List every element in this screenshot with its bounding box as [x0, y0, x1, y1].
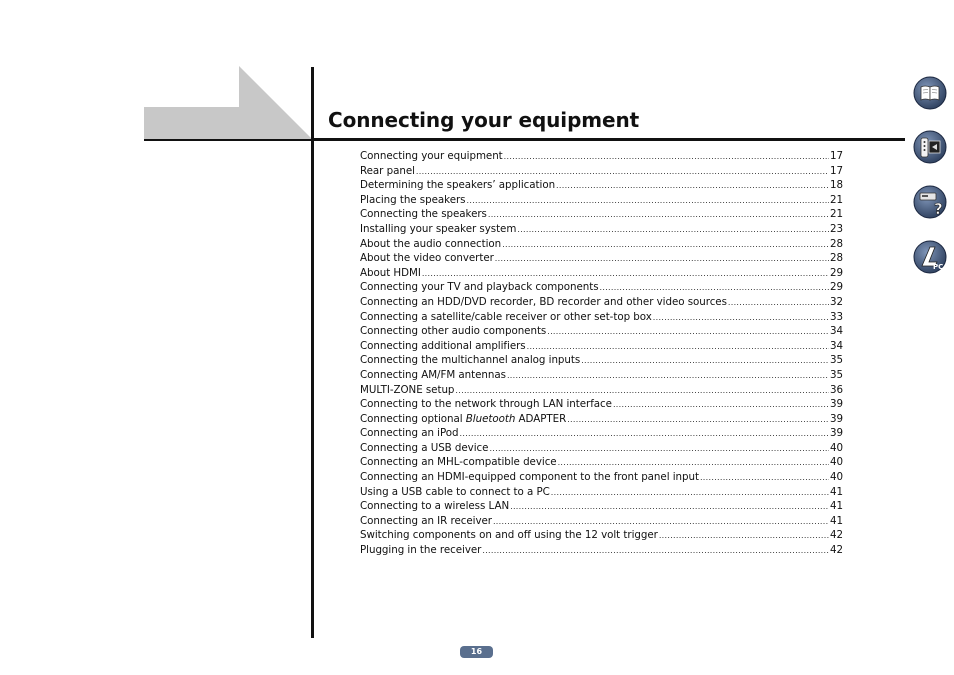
toc-entry-label[interactable]: Connecting an MHL-compatible device: [360, 456, 557, 469]
page-number-badge: 16: [460, 646, 493, 658]
toc-entry-label[interactable]: Connecting a USB device: [360, 441, 489, 454]
toc-entry[interactable]: [360, 543, 843, 558]
toc-leader-dots: [416, 165, 829, 180]
toc-entry-page[interactable]: 42: [829, 544, 843, 557]
toc-leader-dots: [600, 281, 829, 296]
toc-entry-page[interactable]: 28: [829, 237, 843, 250]
toc-entry-label[interactable]: Switching components on and off using the 12 volt trigger: [360, 529, 658, 542]
pioneer-logo-icon[interactable]: [913, 240, 947, 274]
toc-entry[interactable]: [360, 280, 843, 295]
toc-leader-dots: [558, 456, 829, 471]
toc-entry-page[interactable]: 21: [829, 193, 843, 206]
svg-text:?: ?: [934, 200, 943, 218]
toc-entry[interactable]: [360, 514, 843, 529]
toc-entry-page[interactable]: 35: [829, 368, 843, 381]
toc-leader-dots: [700, 471, 829, 486]
faq-receiver-icon[interactable]: [913, 185, 947, 219]
toc-entry[interactable]: [360, 499, 843, 514]
toc-entry-label[interactable]: Rear panel: [360, 164, 415, 177]
toc-entry-label[interactable]: Installing your speaker system: [360, 222, 517, 235]
toc-leader-dots: [527, 340, 829, 355]
toc-entry-label[interactable]: Connecting the speakers: [360, 208, 487, 221]
toc-leader-dots: [728, 296, 829, 311]
toc-entry[interactable]: [360, 222, 843, 237]
toc-leader-dots: [510, 500, 829, 515]
toc-entry-page[interactable]: 23: [829, 222, 843, 235]
toc-entry[interactable]: [360, 164, 843, 179]
toc-entry-page[interactable]: 36: [829, 383, 843, 396]
toc-leader-dots: [455, 384, 829, 399]
toc-entry-page[interactable]: 39: [829, 398, 843, 411]
toc-entry-page[interactable]: 28: [829, 252, 843, 265]
toc-entry[interactable]: [360, 149, 843, 164]
toc-entry[interactable]: [360, 295, 843, 310]
toc-entry-label[interactable]: Connecting to the network through LAN interface: [360, 398, 612, 411]
toc-leader-dots: [502, 238, 829, 253]
toc-leader-dots: [495, 252, 829, 267]
toc-leader-dots: [493, 515, 829, 530]
book-icon[interactable]: [913, 76, 947, 110]
toc-entry[interactable]: [360, 207, 843, 222]
toc-entry-page[interactable]: 34: [829, 339, 843, 352]
toc-leader-dots: [466, 194, 829, 209]
horizontal-rule-left: [144, 139, 312, 141]
toc-leader-dots: [504, 150, 829, 165]
vertical-rule: [311, 67, 314, 638]
toc-leader-dots: [613, 398, 829, 413]
toc-entry[interactable]: [360, 353, 843, 368]
toc-entry-page[interactable]: 40: [829, 456, 843, 469]
page-title: Connecting your equipment: [328, 108, 640, 132]
toc-entry-page[interactable]: 41: [829, 514, 843, 527]
toc-leader-dots: [547, 325, 829, 340]
toc-entry-page[interactable]: 42: [829, 529, 843, 542]
toc-entry-label[interactable]: Connecting a satellite/cable receiver or other set-top box: [360, 310, 652, 323]
toc-entry-page[interactable]: 29: [829, 266, 843, 279]
toc-entry-label[interactable]: Connecting additional amplifiers: [360, 339, 526, 352]
toc-leader-dots: [488, 208, 829, 223]
toc-entry-page[interactable]: 29: [829, 281, 843, 294]
toc-entry[interactable]: [360, 485, 843, 500]
toc-entry-label[interactable]: Placing the speakers: [360, 193, 466, 206]
toc-entry-label[interactable]: Using a USB cable to connect to a PC: [360, 485, 550, 498]
toc-entry-label[interactable]: Connecting the multichannel analog inputs: [360, 354, 581, 367]
toc-entry[interactable]: [360, 266, 843, 281]
toc-entry-label[interactable]: Connecting your TV and playback components: [360, 281, 599, 294]
toc-leader-dots: [507, 369, 829, 384]
toc-entry-label[interactable]: Connecting optional Bluetooth ADAPTER: [360, 412, 567, 425]
toc-leader-dots: [517, 223, 829, 238]
toc-entry-label[interactable]: Connecting an HDD/DVD recorder, BD recorder and other video sources: [360, 295, 727, 308]
toc-entry[interactable]: [360, 397, 843, 412]
toc-entry-label[interactable]: Plugging in the receiver: [360, 544, 482, 557]
toc-entry-page[interactable]: 41: [829, 485, 843, 498]
svg-text:PC: PC: [933, 263, 944, 271]
toc-entry-page[interactable]: 18: [829, 179, 843, 192]
toc-entry-label[interactable]: About the video converter: [360, 252, 494, 265]
remote-control-icon[interactable]: [913, 130, 947, 164]
toc-entry-page[interactable]: 39: [829, 427, 843, 440]
toc-entry[interactable]: [360, 310, 843, 325]
toc-entry-label[interactable]: Connecting an IR receiver: [360, 514, 492, 527]
chapter-tab-graphic: [144, 66, 314, 140]
toc-leader-dots: [551, 486, 829, 501]
toc-entry-page[interactable]: 17: [829, 164, 843, 177]
toc-entry-page[interactable]: 35: [829, 354, 843, 367]
horizontal-rule-right: [313, 138, 905, 141]
toc-entry-label[interactable]: Connecting an iPod: [360, 427, 459, 440]
toc-entry[interactable]: [360, 324, 843, 339]
toc-entry[interactable]: [360, 426, 843, 441]
toc-entry-label[interactable]: MULTI-ZONE setup: [360, 383, 455, 396]
toc-entry[interactable]: [360, 251, 843, 266]
toc-entry-page[interactable]: 17: [829, 150, 843, 162]
toc-entry-label[interactable]: Determining the speakers’ application: [360, 179, 556, 192]
toc-entry-page[interactable]: 21: [829, 208, 843, 221]
toc-entry-page[interactable]: 40: [829, 471, 843, 484]
toc-leader-dots: [489, 442, 829, 457]
toc-entry-label[interactable]: About HDMI: [360, 266, 421, 279]
toc-entry[interactable]: [360, 178, 843, 193]
toc-entry-label[interactable]: About the audio connection: [360, 237, 502, 250]
toc-entry-page[interactable]: 32: [829, 295, 843, 308]
toc-entry-page[interactable]: 40: [829, 441, 843, 454]
toc-leader-dots: [567, 413, 829, 428]
toc-leader-dots: [460, 427, 829, 442]
toc-entry[interactable]: [360, 193, 843, 208]
toc-entry-label[interactable]: Connecting AM/FM antennas: [360, 368, 506, 381]
toc-leader-dots: [556, 179, 829, 194]
toc-leader-dots: [422, 267, 829, 282]
toc-entry[interactable]: [360, 368, 843, 383]
table-of-contents: [360, 149, 843, 558]
toc-entry[interactable]: [360, 339, 843, 354]
toc-entry-label[interactable]: Connecting to a wireless LAN: [360, 500, 510, 513]
toc-entry-page[interactable]: 34: [829, 325, 843, 338]
toc-entry[interactable]: [360, 455, 843, 470]
toc-entry[interactable]: [360, 441, 843, 456]
toc-entry-label[interactable]: Connecting an HDMI-equipped component to the front panel input: [360, 471, 699, 484]
toc-entry-label[interactable]: Connecting other audio components: [360, 325, 547, 338]
toc-entry-page[interactable]: 39: [829, 412, 843, 425]
toc-entry[interactable]: [360, 528, 843, 543]
toc-entry[interactable]: [360, 237, 843, 252]
toc-entry[interactable]: [360, 383, 843, 398]
toc-leader-dots: [653, 311, 829, 326]
toc-entry-label[interactable]: Connecting your equipment: [360, 150, 503, 162]
toc-leader-dots: [659, 529, 829, 544]
toc-leader-dots: [482, 544, 829, 559]
toc-leader-dots: [581, 354, 829, 369]
toc-entry-page[interactable]: 41: [829, 500, 843, 513]
toc-entry[interactable]: [360, 470, 843, 485]
toc-entry-page[interactable]: 33: [829, 310, 843, 323]
toc-entry[interactable]: [360, 412, 843, 427]
